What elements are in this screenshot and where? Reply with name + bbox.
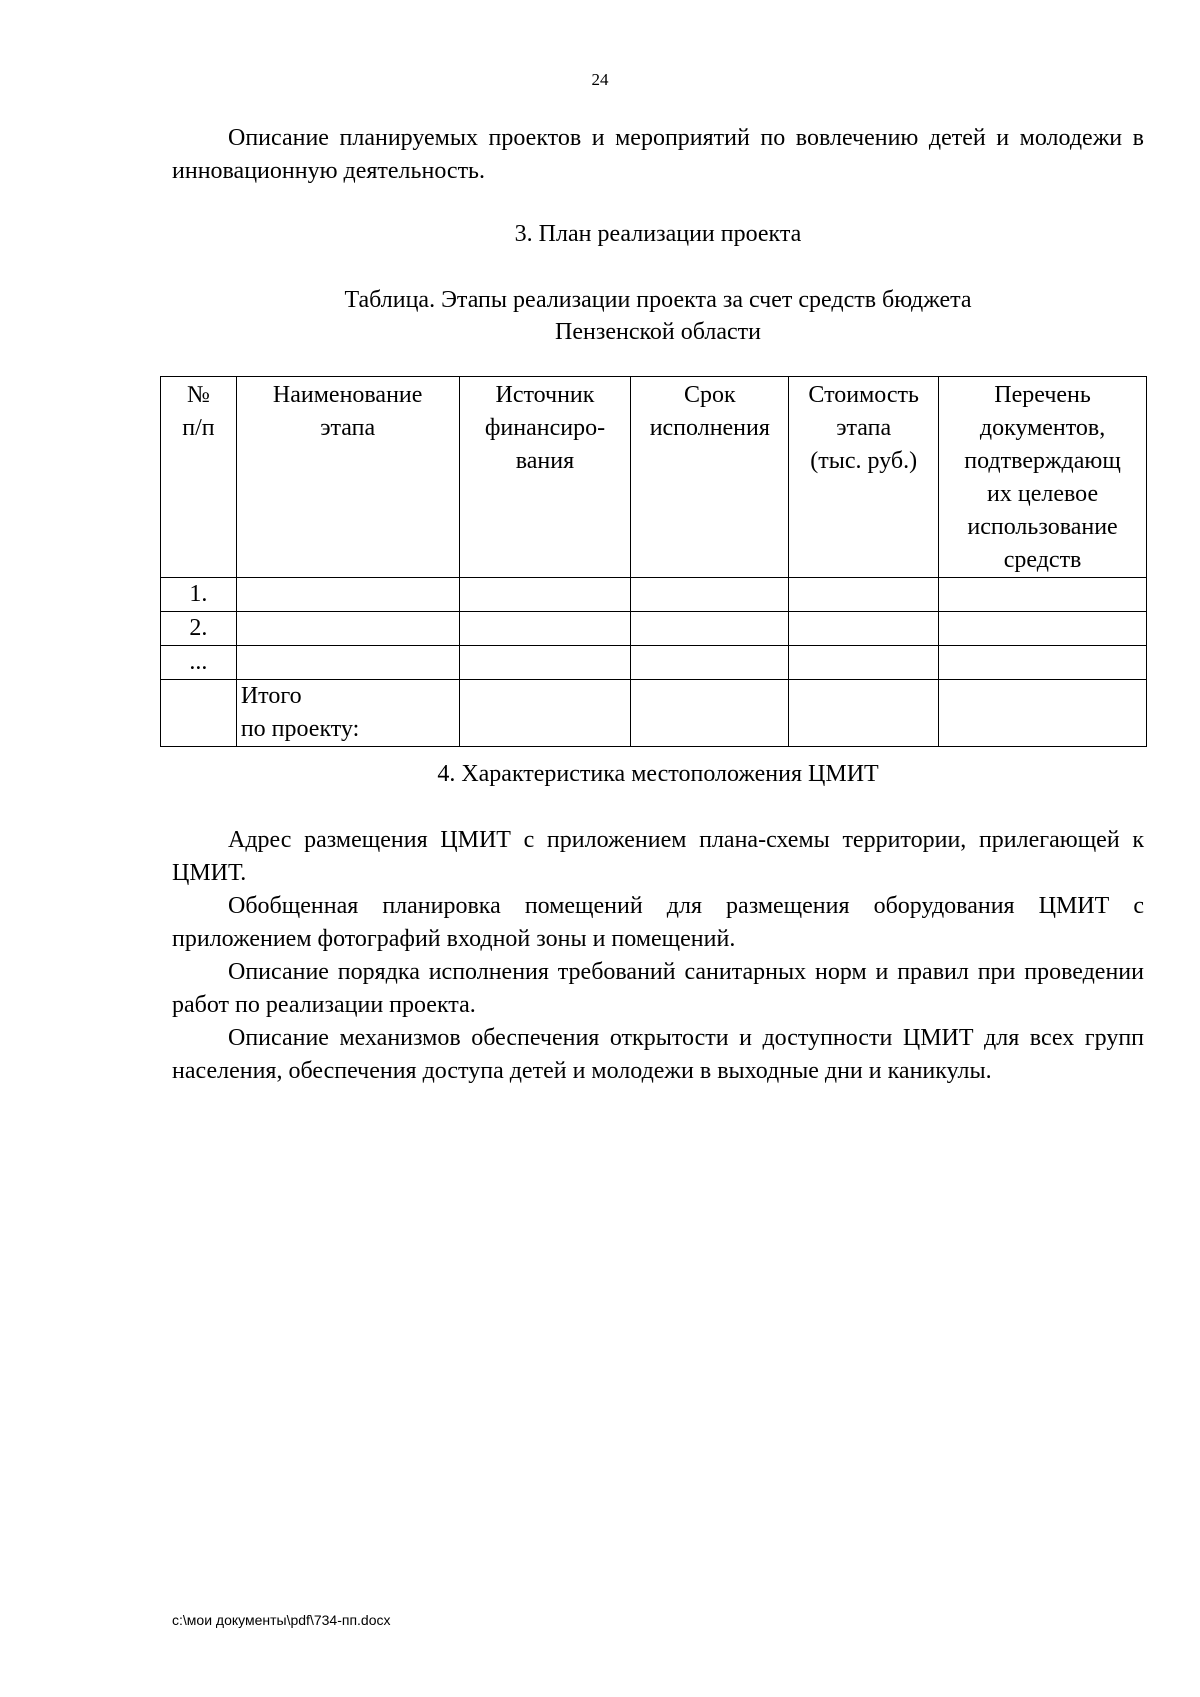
section-4-heading: 4. Характеристика местоположения ЦМИТ (437, 761, 879, 787)
table-caption-line2: Пензенской области (555, 319, 761, 345)
header-line: Перечень (994, 382, 1091, 408)
section-4-paragraph: Адрес размещения ЦМИТ с приложением плана-схемы территории, прилегающей к ЦМИТ. (172, 827, 1144, 886)
table-cell (459, 612, 631, 646)
stages-table (160, 376, 1147, 747)
row-number: 2. (161, 612, 237, 646)
table-cell (236, 612, 459, 646)
table-cell (631, 646, 789, 680)
table-cell (631, 612, 789, 646)
table-caption-block (172, 284, 1144, 348)
header-line: Срок (683, 382, 736, 408)
header-deadline (631, 377, 789, 578)
section-3-heading: 3. План реализации проекта (514, 221, 802, 247)
table-cell (161, 680, 237, 747)
section-4-paragraph: Описание порядка исполнения требований санитарных норм и правил при проведении работ по реализации проекта. (172, 959, 1144, 1018)
table-cell (789, 578, 939, 612)
intro-paragraph: Описание планируемых проектов и мероприятий по вовлечению детей и молодежи в инновационную деятельность. (172, 125, 1144, 184)
total-row (161, 680, 1147, 747)
table-cell (631, 680, 789, 747)
header-line: исполнения (649, 415, 770, 441)
header-line: документов, (979, 415, 1106, 441)
header-funding-source (459, 377, 631, 578)
header-line: (тыс. руб.) (810, 448, 918, 474)
table-cell (236, 646, 459, 680)
section-4-paragraph: Обобщенная планировка помещений для размещения оборудования ЦМИТ с приложением фотографий входной зоны и помещений. (172, 893, 1144, 952)
table-cell (939, 646, 1147, 680)
total-label-line2: по проекту: (240, 716, 360, 742)
table-row (161, 612, 1147, 646)
table-row (161, 646, 1147, 680)
header-line: Источник (495, 382, 595, 408)
header-num (161, 377, 237, 578)
header-line: средств (1003, 547, 1082, 573)
header-line: вания (515, 448, 575, 474)
row-number: 1. (161, 578, 237, 612)
table-cell (789, 612, 939, 646)
section-3-heading-block (172, 218, 1144, 251)
header-line: этапа (836, 415, 892, 441)
table-cell (789, 646, 939, 680)
section-4-paragraph: Описание механизмов обеспечения открытости и доступности ЦМИТ для всех групп населения, обеспечения доступа детей и молодежи в выходные дни и каникулы. (172, 1025, 1144, 1084)
header-line: их целевое (987, 481, 1099, 507)
table-cell (459, 680, 631, 747)
section-4-heading-block (172, 758, 1144, 791)
header-line: п/п (182, 415, 215, 441)
table-cell (459, 578, 631, 612)
header-line: финансиро- (484, 415, 606, 441)
table-cell (789, 680, 939, 747)
header-line: № (186, 382, 210, 408)
header-line: Стоимость (808, 382, 919, 408)
section-4-body (172, 824, 1144, 1088)
table-header-row (161, 377, 1147, 578)
header-documents (939, 377, 1147, 578)
table-cell (236, 578, 459, 612)
table-cell (631, 578, 789, 612)
header-line: Наименование (272, 382, 423, 408)
total-label-line1: Итого (240, 683, 302, 709)
header-line: подтверждающ (964, 448, 1121, 474)
header-cost (789, 377, 939, 578)
page-number: 24 (591, 70, 609, 89)
table-cell (459, 646, 631, 680)
table-caption-line1: Таблица. Этапы реализации проекта за счет средств бюджета (344, 287, 972, 313)
table-cell (939, 578, 1147, 612)
header-stage-name (236, 377, 459, 578)
table-cell (939, 680, 1147, 747)
header-line: использование (967, 514, 1118, 540)
header-line: этапа (320, 415, 376, 441)
intro-section (172, 122, 1144, 188)
footer-file-path: c:\мои документы\pdf\734-пп.docx (172, 1612, 391, 1628)
table-row (161, 578, 1147, 612)
total-label (236, 680, 459, 747)
table-cell (939, 612, 1147, 646)
row-number: ... (161, 646, 237, 680)
